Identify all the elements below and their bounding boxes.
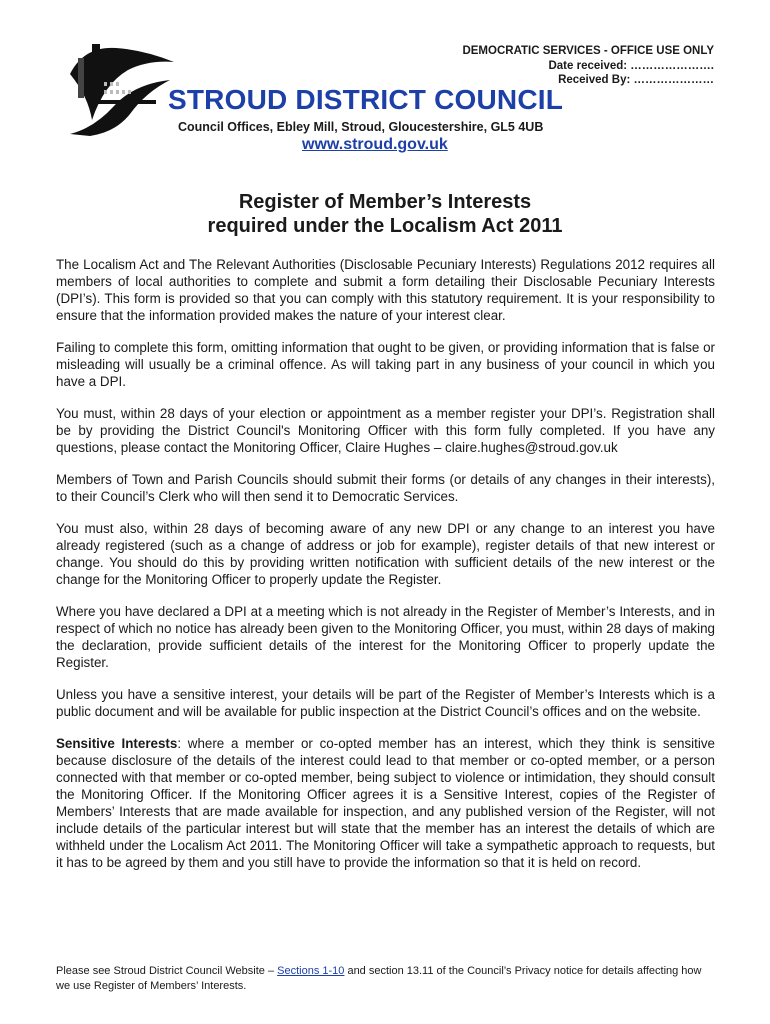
- office-use-box: [462, 44, 714, 88]
- council-address: Council Offices, Ebley Mill, Stroud, Gloucestershire, GL5 4UB: [178, 120, 544, 134]
- paragraph-meeting-declaration: Where you have declared a DPI at a meeting which is not already in the Register of Member’s Interests, and in respect of which no notice has already been given to the Monitoring Officer, you must, within 28 days of making the declaration, provide sufficient details of the interest for the Monitoring Officer to properly update the Register.: [56, 604, 715, 670]
- received-by-field: Received By: …………………: [558, 74, 714, 86]
- title-line-2: required under the Localism Act 2011: [207, 215, 563, 237]
- paragraph-public-register: Unless you have a sensitive interest, your details will be part of the Register of Member’s Interests which is a public document and will be available for public inspection at the District Council’s offices and on the website.: [56, 687, 715, 719]
- title-line-1: Register of Member’s Interests: [238, 191, 532, 213]
- paragraph-parish: Members of Town and Parish Councils should submit their forms (or details of any changes in their interests), to their Council’s Clerk who will then send it to Democratic Services.: [56, 472, 715, 504]
- paragraph-changes: You must also, within 28 days of becoming aware of any new DPI or any change to an interest you have already registered (such as a change of address or job for example), register details of that new interest or change. You should do this by providing written notification with sufficient details of the new interest or the change for the Monitoring Officer to properly update the Register.: [56, 521, 715, 587]
- office-use-heading: DEMOCRATIC SERVICES - OFFICE USE ONLY: [462, 45, 714, 57]
- sensitive-interests-text: : where a member or co-opted member has an interest, which they think is sensitive because disclosure of the details of the interest could lead to that member or co-opted member, or a person connected with that member or co-opted member, being subject to violence or intimidation, they should consult the Monitoring Officer. If the Monitoring Officer agrees it is a Sensitive Interest, copies of the Register of Members’ Interests that are made available for inspection, and any published version of the Register, will not include details of the particular interest but will state that the member has an interest the details of which are withheld under the Localism Act 2011. The Monitoring Officer will take a sympathetic approach to requests, but it has to be agreed by them and you still have to provide the information so that it is held on record.: [56, 736, 715, 870]
- footer-text-after: and section 13.11 of the Council’s Privacy notice for details affecting how we use Register of Members’ Interests.: [56, 965, 702, 992]
- date-received-field: Date received: ………………….: [548, 59, 714, 72]
- paragraph-sensitive-interests: [56, 735, 715, 871]
- paragraph-registration: You must, within 28 days of your election or appointment as a member register your DPI’s. Registration shall be by providing the District Council's Monitoring Officer with this form fully completed. If you have any questions, please contact the Monitoring Officer, Claire Hughes – claire.hughes@stroud.gov.uk: [56, 406, 715, 455]
- council-logo: [64, 40, 176, 136]
- body-text: [56, 256, 715, 886]
- sections-link[interactable]: Sections 1-10: [277, 965, 345, 977]
- paragraph-intro: The Localism Act and The Relevant Authorities (Disclosable Pecuniary Interests) Regulations 2012 requires all members of local authorities to complete and submit a form detailing their Disclosable Pecuniary Interests (DPI’s). This form is provided so that you can comply with this statutory requirement. It is your responsibility to ensure that the information provided makes the nature of your interest clear.: [56, 257, 715, 323]
- sensitive-interests-label: Sensitive Interests: [56, 736, 178, 751]
- council-website-link[interactable]: www.stroud.gov.uk: [302, 136, 448, 153]
- paragraph-offence: Failing to complete this form, omitting information that ought to be given, or providing information that is false or misleading will usually be a criminal offence. As will taking part in any business of your council in which you have a DPI.: [56, 340, 715, 389]
- council-name: STROUD DISTRICT COUNCIL: [168, 84, 564, 115]
- footer-text-before: Please see Stroud District Council Website –: [56, 965, 278, 977]
- page-title: [0, 190, 770, 238]
- footer-note: [56, 964, 716, 994]
